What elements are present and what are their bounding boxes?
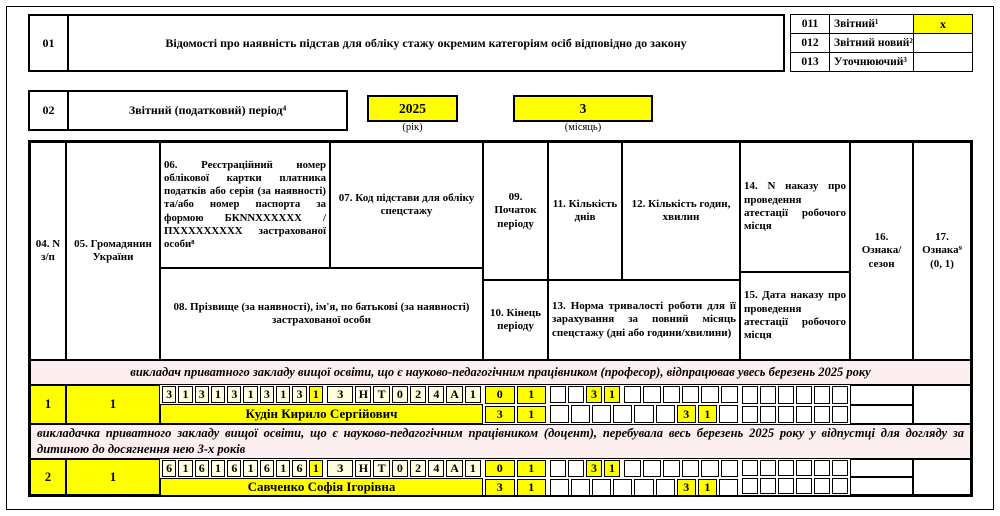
norm-cell[interactable] xyxy=(550,479,569,496)
spec-code-cell[interactable]: А xyxy=(446,460,462,477)
order-block xyxy=(740,385,850,424)
order-number-cell[interactable] xyxy=(796,460,812,476)
period-end-cells xyxy=(483,478,548,497)
identity-block xyxy=(160,459,483,495)
order-date-cell[interactable] xyxy=(742,478,758,494)
reg-digit-cell[interactable]: 1 xyxy=(309,460,323,477)
reg-digit-cell[interactable]: 1 xyxy=(211,386,225,403)
row-number-cell[interactable]: 1 xyxy=(30,385,66,424)
flag-cell[interactable] xyxy=(913,459,971,495)
order-number-cell[interactable] xyxy=(832,460,848,476)
norm-cell[interactable] xyxy=(634,405,653,423)
days-cell[interactable]: 3 xyxy=(586,386,602,403)
reg-digit-cell[interactable]: 3 xyxy=(195,386,209,403)
header-order-date: 15. Дата наказу про проведення атестації робочого місця xyxy=(740,272,850,360)
header-citizen: 05. Громадянин України xyxy=(66,142,160,360)
period-start-cell[interactable]: 0 xyxy=(485,386,515,404)
note-row: викладачка приватного закладу вищої освіти, що є науково-педагогічним працівником (доцент), перебувала весь березень 2025 року у відпустці для догляду за дитиною до досягнення нею 3-х років xyxy=(30,424,971,459)
period-end-cell[interactable]: 3 xyxy=(485,406,515,424)
order-date-cell[interactable] xyxy=(814,406,830,424)
order-date-cell[interactable] xyxy=(796,478,812,494)
order-number-cells xyxy=(740,459,850,477)
reg-digit-cell[interactable]: 1 xyxy=(243,386,257,403)
year-caption: (рік) xyxy=(402,122,423,133)
reg-digit-cell[interactable]: 3 xyxy=(292,386,306,403)
days-norm-block xyxy=(548,385,740,424)
days-cell[interactable] xyxy=(568,386,584,403)
header-reg-number: 06. Реєстраційний номер облікової картки платника податків або серія (за наявності) та/або номер паспорта за формою БКNNХХХХХХ / ПХХХХХХХХХ застрахованої особи⁸ xyxy=(160,142,330,268)
header-name: 08. Прізвище (за наявності), ім'я, по батькові (за наявності) застрахованої особи xyxy=(160,268,483,360)
header-spec-code: 07. Код підстави для обліку спецстажу xyxy=(330,142,483,268)
norm-cell[interactable] xyxy=(656,479,675,496)
reg-digit-cell[interactable]: 6 xyxy=(227,460,241,477)
reg-digit-cell[interactable]: 1 xyxy=(243,460,257,477)
spec-code-cell[interactable]: З xyxy=(327,460,353,477)
order-number-cell[interactable] xyxy=(778,386,794,404)
days-cells xyxy=(548,385,622,404)
order-block xyxy=(740,459,850,495)
header-period-start: 09. Початок періоду xyxy=(483,142,548,280)
season-block xyxy=(850,459,913,495)
norm-cell[interactable] xyxy=(571,479,590,496)
days-hours-row xyxy=(548,385,740,404)
section-02-code: 02 xyxy=(30,92,69,129)
note-row: викладач приватного закладу вищої освіти, що є науково-педагогічним працівником (професор), відпрацював увесь березень 2025 року xyxy=(30,360,971,385)
reg-digit-cell[interactable]: 1 xyxy=(178,460,192,477)
spec-code-cell[interactable]: 0 xyxy=(392,386,408,403)
period-label: Звітний (податковий) період⁴ xyxy=(128,103,287,117)
norm-cells xyxy=(548,478,740,497)
report-type-label: Уточнюючий³ xyxy=(834,55,907,68)
month-field[interactable]: 3 xyxy=(513,95,653,122)
row-number-cell[interactable]: 2 xyxy=(30,459,66,495)
report-type-row-zvitnyi xyxy=(790,14,973,34)
hours-cell[interactable] xyxy=(701,460,718,477)
reg-digit-cell[interactable]: 1 xyxy=(178,386,192,403)
order-date-cell[interactable] xyxy=(742,406,758,424)
norm-cell[interactable] xyxy=(550,405,569,423)
reg-digit-cell[interactable]: 6 xyxy=(162,460,176,477)
report-type-checkbox-zvitnyi[interactable]: x xyxy=(913,15,972,33)
norm-cell[interactable]: 3 xyxy=(677,479,696,496)
period-block xyxy=(483,385,548,424)
spec-code-cell[interactable]: 0 xyxy=(392,460,408,477)
section-01-code: 01 xyxy=(30,16,69,70)
norm-cell[interactable] xyxy=(613,479,632,496)
header-order-number: 14. N наказу про проведення атестації робочого місця xyxy=(740,142,850,272)
spec-code-cell[interactable]: 1 xyxy=(465,386,481,403)
season-top-cell[interactable] xyxy=(850,385,913,405)
header-days: 11. Кількість днів xyxy=(548,142,622,280)
header-row-number: 04. N з/п xyxy=(30,142,66,360)
hours-cell[interactable] xyxy=(643,460,660,477)
norm-cell[interactable] xyxy=(613,405,632,423)
table-row xyxy=(30,459,971,495)
identity-block xyxy=(160,385,483,424)
norm-cell[interactable] xyxy=(592,479,611,496)
hours-cell[interactable] xyxy=(624,460,641,477)
hours-cell[interactable] xyxy=(682,460,699,477)
order-number-cell[interactable] xyxy=(814,386,830,404)
season-bottom-cell[interactable] xyxy=(850,405,913,425)
reg-digit-cell[interactable]: 1 xyxy=(276,460,290,477)
order-date-cell[interactable] xyxy=(832,478,848,494)
header-flag: 17. Ознака⁹ (0, 1) xyxy=(913,142,971,360)
reg-digit-cell[interactable]: 3 xyxy=(162,386,176,403)
spec-code-cell[interactable]: 2 xyxy=(410,460,426,477)
norm-cell[interactable]: 1 xyxy=(698,479,717,496)
spec-code-cell[interactable]: 2 xyxy=(410,386,426,403)
hours-cell[interactable] xyxy=(721,460,738,477)
identity-top xyxy=(160,459,483,478)
norm-cells xyxy=(548,404,740,424)
days-cell[interactable] xyxy=(550,386,566,403)
hours-cell[interactable] xyxy=(643,386,660,403)
period-end-cells xyxy=(483,405,548,425)
reg-digit-cell[interactable]: 6 xyxy=(260,460,274,477)
report-type-code: 012 xyxy=(791,34,830,52)
order-number-cell[interactable] xyxy=(742,460,758,476)
days-cell[interactable]: 1 xyxy=(604,386,620,403)
order-number-cell[interactable] xyxy=(742,386,758,404)
spec-code-cell[interactable]: 4 xyxy=(428,460,444,477)
hours-cell[interactable] xyxy=(701,386,718,403)
flag-cell[interactable] xyxy=(913,385,971,424)
spec-code-cells xyxy=(325,385,483,404)
hours-cells xyxy=(622,385,740,404)
order-number-cell[interactable] xyxy=(760,460,776,476)
header-season: 16. Ознака/ сезон xyxy=(850,142,913,360)
identity-top xyxy=(160,385,483,404)
norm-cell[interactable] xyxy=(571,405,590,423)
hours-cell[interactable] xyxy=(624,386,641,403)
period-start-cell[interactable]: 1 xyxy=(517,386,547,404)
reg-number-cells xyxy=(160,459,325,478)
spec-code-cell[interactable]: Н xyxy=(355,386,371,403)
days-cells xyxy=(548,459,622,478)
report-type-code: 011 xyxy=(791,15,830,33)
order-number-cell[interactable] xyxy=(814,460,830,476)
reg-digit-cell[interactable]: 3 xyxy=(260,386,274,403)
table-row xyxy=(30,385,971,424)
section-01 xyxy=(28,14,785,72)
period-start-cell[interactable]: 0 xyxy=(485,460,515,477)
spec-code-cell[interactable]: 4 xyxy=(428,386,444,403)
spec-code-cells xyxy=(325,459,483,478)
order-date-cells xyxy=(740,477,850,495)
reg-digit-cell[interactable]: 1 xyxy=(211,460,225,477)
norm-cell[interactable] xyxy=(634,479,653,496)
hours-cell[interactable] xyxy=(663,386,680,403)
spec-code-cell[interactable]: А xyxy=(446,386,462,403)
norm-cell[interactable] xyxy=(656,405,675,423)
staff-table xyxy=(28,140,973,497)
order-date-cell[interactable] xyxy=(760,406,776,424)
spec-code-cell[interactable]: 1 xyxy=(465,460,481,477)
period-end-cell[interactable]: 1 xyxy=(517,406,547,424)
report-type-checkbox-utochniuiuchyi[interactable] xyxy=(913,53,972,71)
days-cell[interactable] xyxy=(568,460,584,477)
days-cell[interactable] xyxy=(550,460,566,477)
reg-digit-cell[interactable]: 3 xyxy=(227,386,241,403)
norm-cell[interactable]: 3 xyxy=(677,405,696,423)
season-top-cell[interactable] xyxy=(850,459,913,477)
header-hours: 12. Кількість годин, хвилин xyxy=(622,142,740,280)
order-number-cell[interactable] xyxy=(832,386,848,404)
period-start-cells xyxy=(483,385,548,405)
report-type-checkbox-zvitnyi-novyi[interactable] xyxy=(913,34,972,52)
days-cell[interactable]: 1 xyxy=(604,460,620,477)
report-type-label: Звітний¹ xyxy=(834,18,879,31)
period-start-cells xyxy=(483,459,548,478)
norm-cell[interactable] xyxy=(719,479,738,496)
spec-code-cell[interactable]: Н xyxy=(355,460,371,477)
days-cell[interactable]: 3 xyxy=(586,460,602,477)
name-cell[interactable]: Савченко Софія Ігорівна xyxy=(160,478,483,496)
period-end-cell[interactable]: 1 xyxy=(517,479,547,496)
days-norm-block xyxy=(548,459,740,495)
order-number-cell[interactable] xyxy=(796,386,812,404)
reg-digit-cell[interactable]: 1 xyxy=(309,386,323,403)
spec-code-cell[interactable]: Т xyxy=(373,460,389,477)
order-date-cell[interactable] xyxy=(778,406,794,424)
reg-digit-cell[interactable]: 6 xyxy=(292,460,306,477)
report-type-label: Звітний новий² xyxy=(834,36,913,49)
header-norm: 13. Норма тривалості роботи для її зарахування за повний місяць спецстажу (дні або години/хвилини) xyxy=(548,280,740,360)
name-cell[interactable]: Кудін Кирило Сергійович xyxy=(160,404,483,424)
days-hours-row xyxy=(548,459,740,478)
order-date-cell[interactable] xyxy=(814,478,830,494)
section-02 xyxy=(28,90,348,131)
spec-code-cell[interactable]: Т xyxy=(373,386,389,403)
order-date-cells xyxy=(740,405,850,425)
report-type-table xyxy=(790,14,973,72)
month-caption: (місяць) xyxy=(564,122,602,133)
norm-cell[interactable]: 1 xyxy=(698,405,717,423)
period-block xyxy=(483,459,548,495)
hours-cells xyxy=(622,459,740,478)
hours-cell[interactable] xyxy=(721,386,738,403)
norm-cell[interactable] xyxy=(719,405,738,423)
order-date-cell[interactable] xyxy=(778,478,794,494)
order-number-cells xyxy=(740,385,850,405)
report-type-row-utochniuiuchyi xyxy=(790,52,973,72)
reg-number-cells xyxy=(160,385,325,404)
period-start-cell[interactable]: 1 xyxy=(517,460,547,477)
order-date-cell[interactable] xyxy=(796,406,812,424)
norm-cell[interactable] xyxy=(592,405,611,423)
season-bottom-cell[interactable] xyxy=(850,477,913,495)
order-date-cell[interactable] xyxy=(760,478,776,494)
report-type-row-zvitnyi-novyi xyxy=(790,33,973,53)
spec-code-cell[interactable]: З xyxy=(327,386,353,403)
hours-cell[interactable] xyxy=(663,460,680,477)
citizen-cell[interactable]: 1 xyxy=(66,385,160,424)
reg-digit-cell[interactable]: 6 xyxy=(195,460,209,477)
reg-digit-cell[interactable]: 1 xyxy=(276,386,290,403)
hours-cell[interactable] xyxy=(682,386,699,403)
order-number-cell[interactable] xyxy=(760,386,776,404)
section-01-title: Відомості про наявність підстав для обліку стажу окремим категоріям осіб відповідно до закону xyxy=(165,35,687,50)
header-period-end: 10. Кінець періоду xyxy=(483,280,548,360)
year-field[interactable]: 2025 xyxy=(367,95,458,122)
order-number-cell[interactable] xyxy=(778,460,794,476)
season-block xyxy=(850,385,913,424)
order-date-cell[interactable] xyxy=(832,406,848,424)
period-end-cell[interactable]: 3 xyxy=(485,479,515,496)
report-type-code: 013 xyxy=(791,53,830,71)
citizen-cell[interactable]: 1 xyxy=(66,459,160,495)
